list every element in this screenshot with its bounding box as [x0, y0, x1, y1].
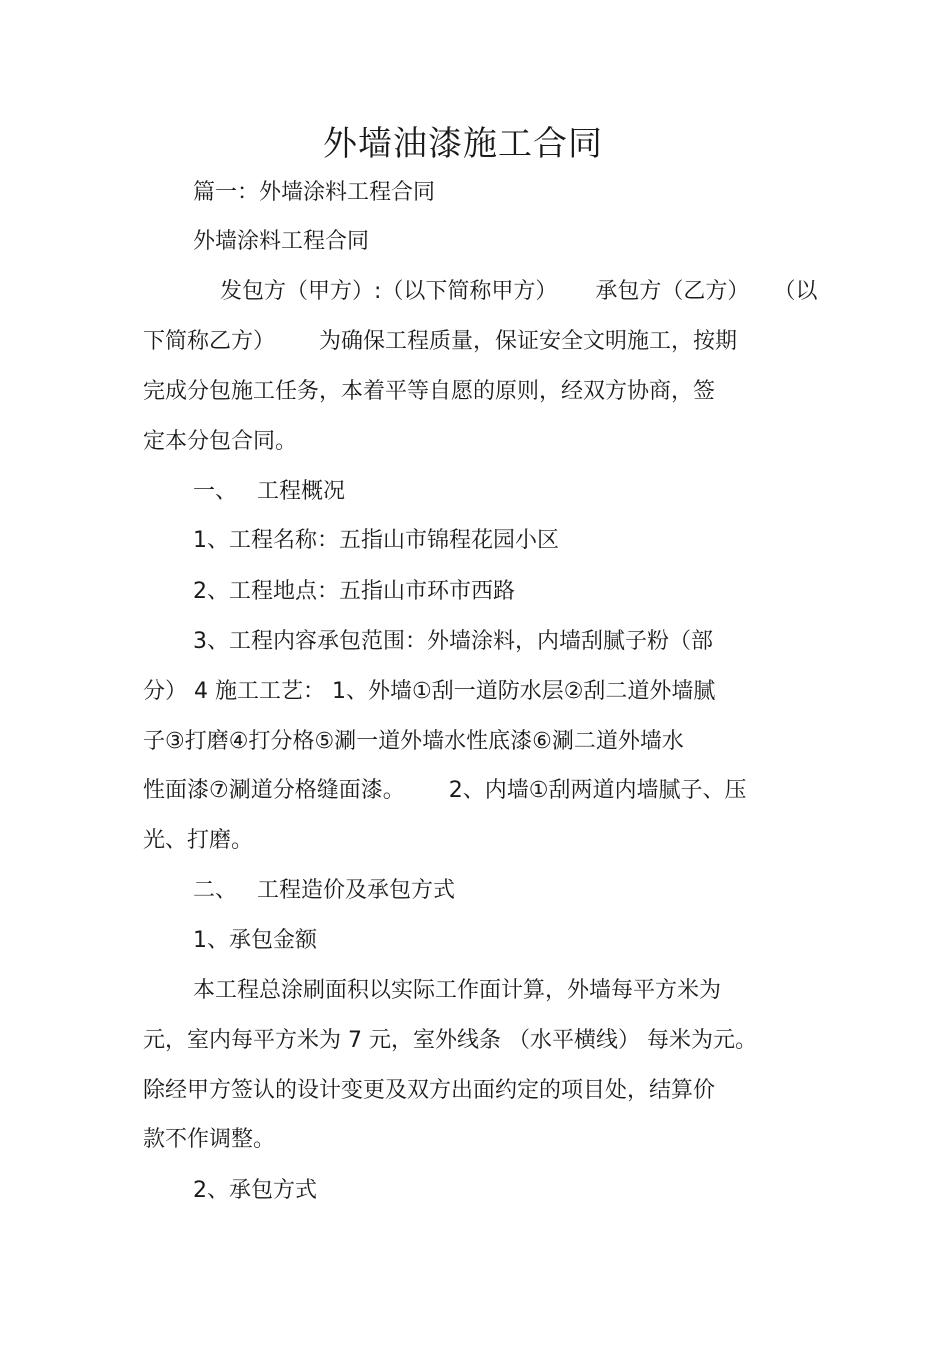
intro-line-2b: 为确保工程质量，保证安全文明施工，按期 — [319, 329, 738, 354]
contract-method-heading: 2、承包方式 — [193, 1178, 317, 1203]
amount-line-3: 除经甲方签认的设计变更及双方出面约定的项目处，结算价 — [143, 1078, 716, 1103]
section-1-number: 一、 — [193, 479, 238, 504]
section-2-number: 二、 — [193, 878, 238, 903]
project-name: 1、工程名称：五指山市锦程花园小区 — [193, 528, 559, 553]
scope-line-1: 3、工程内容承包范围：外墙涂料，内墙刮腻子粉（部 — [193, 629, 713, 654]
intro-line-1 — [220, 277, 817, 307]
contract-amount-heading: 1、承包金额 — [193, 928, 317, 953]
scope-line-4a: 性面漆⑦涮道分格缝面漆。 — [143, 778, 405, 803]
scope-line-3: 子③打磨④打分格⑤涮一道外墙水性底漆⑥涮二道外墙水 — [143, 729, 684, 754]
scope-line-2: 分） 4 施工工艺： 1、外墙①刮一道防水层②刮二道外墙腻 — [143, 679, 716, 704]
section-2-title: 工程造价及承包方式 — [257, 878, 456, 903]
intro-line-1a: 发包方（甲方）:（以下简称甲方） — [220, 279, 558, 304]
document-title: 外墙油漆施工合同 — [323, 124, 603, 164]
amount-line-2: 元，室内每平方米为 7 元，室外线条 （水平横线） 每米为元。 — [143, 1028, 757, 1053]
intro-line-2 — [143, 327, 737, 357]
intro-line-1b: 承包方（乙方） — [595, 279, 750, 304]
section-1-heading — [193, 477, 345, 507]
scope-line-5: 光、打磨。 — [143, 828, 254, 853]
intro-line-4: 定本分包合同。 — [143, 429, 298, 454]
intro-line-3: 完成分包施工任务，本着平等自愿的原则，经双方协商，签 — [143, 379, 716, 404]
section-1-title: 工程概况 — [257, 479, 346, 504]
chapter-heading: 篇一：外墙涂料工程合同 — [193, 180, 436, 205]
intro-line-2a: 下简称乙方） — [143, 329, 276, 354]
amount-line-4: 款不作调整。 — [143, 1127, 276, 1152]
project-location: 2、工程地点：五指山市环市西路 — [193, 579, 515, 604]
amount-line-1: 本工程总涂刷面积以实际工作面计算，外墙每平方米为 — [193, 978, 722, 1003]
scope-line-4b: 2、内墙①刮两道内墙腻子、压 — [448, 778, 747, 803]
scope-line-4 — [143, 776, 746, 806]
intro-line-1c: （以 — [773, 279, 818, 304]
section-2-heading — [193, 876, 455, 906]
contract-title: 外墙涂料工程合同 — [193, 229, 370, 254]
